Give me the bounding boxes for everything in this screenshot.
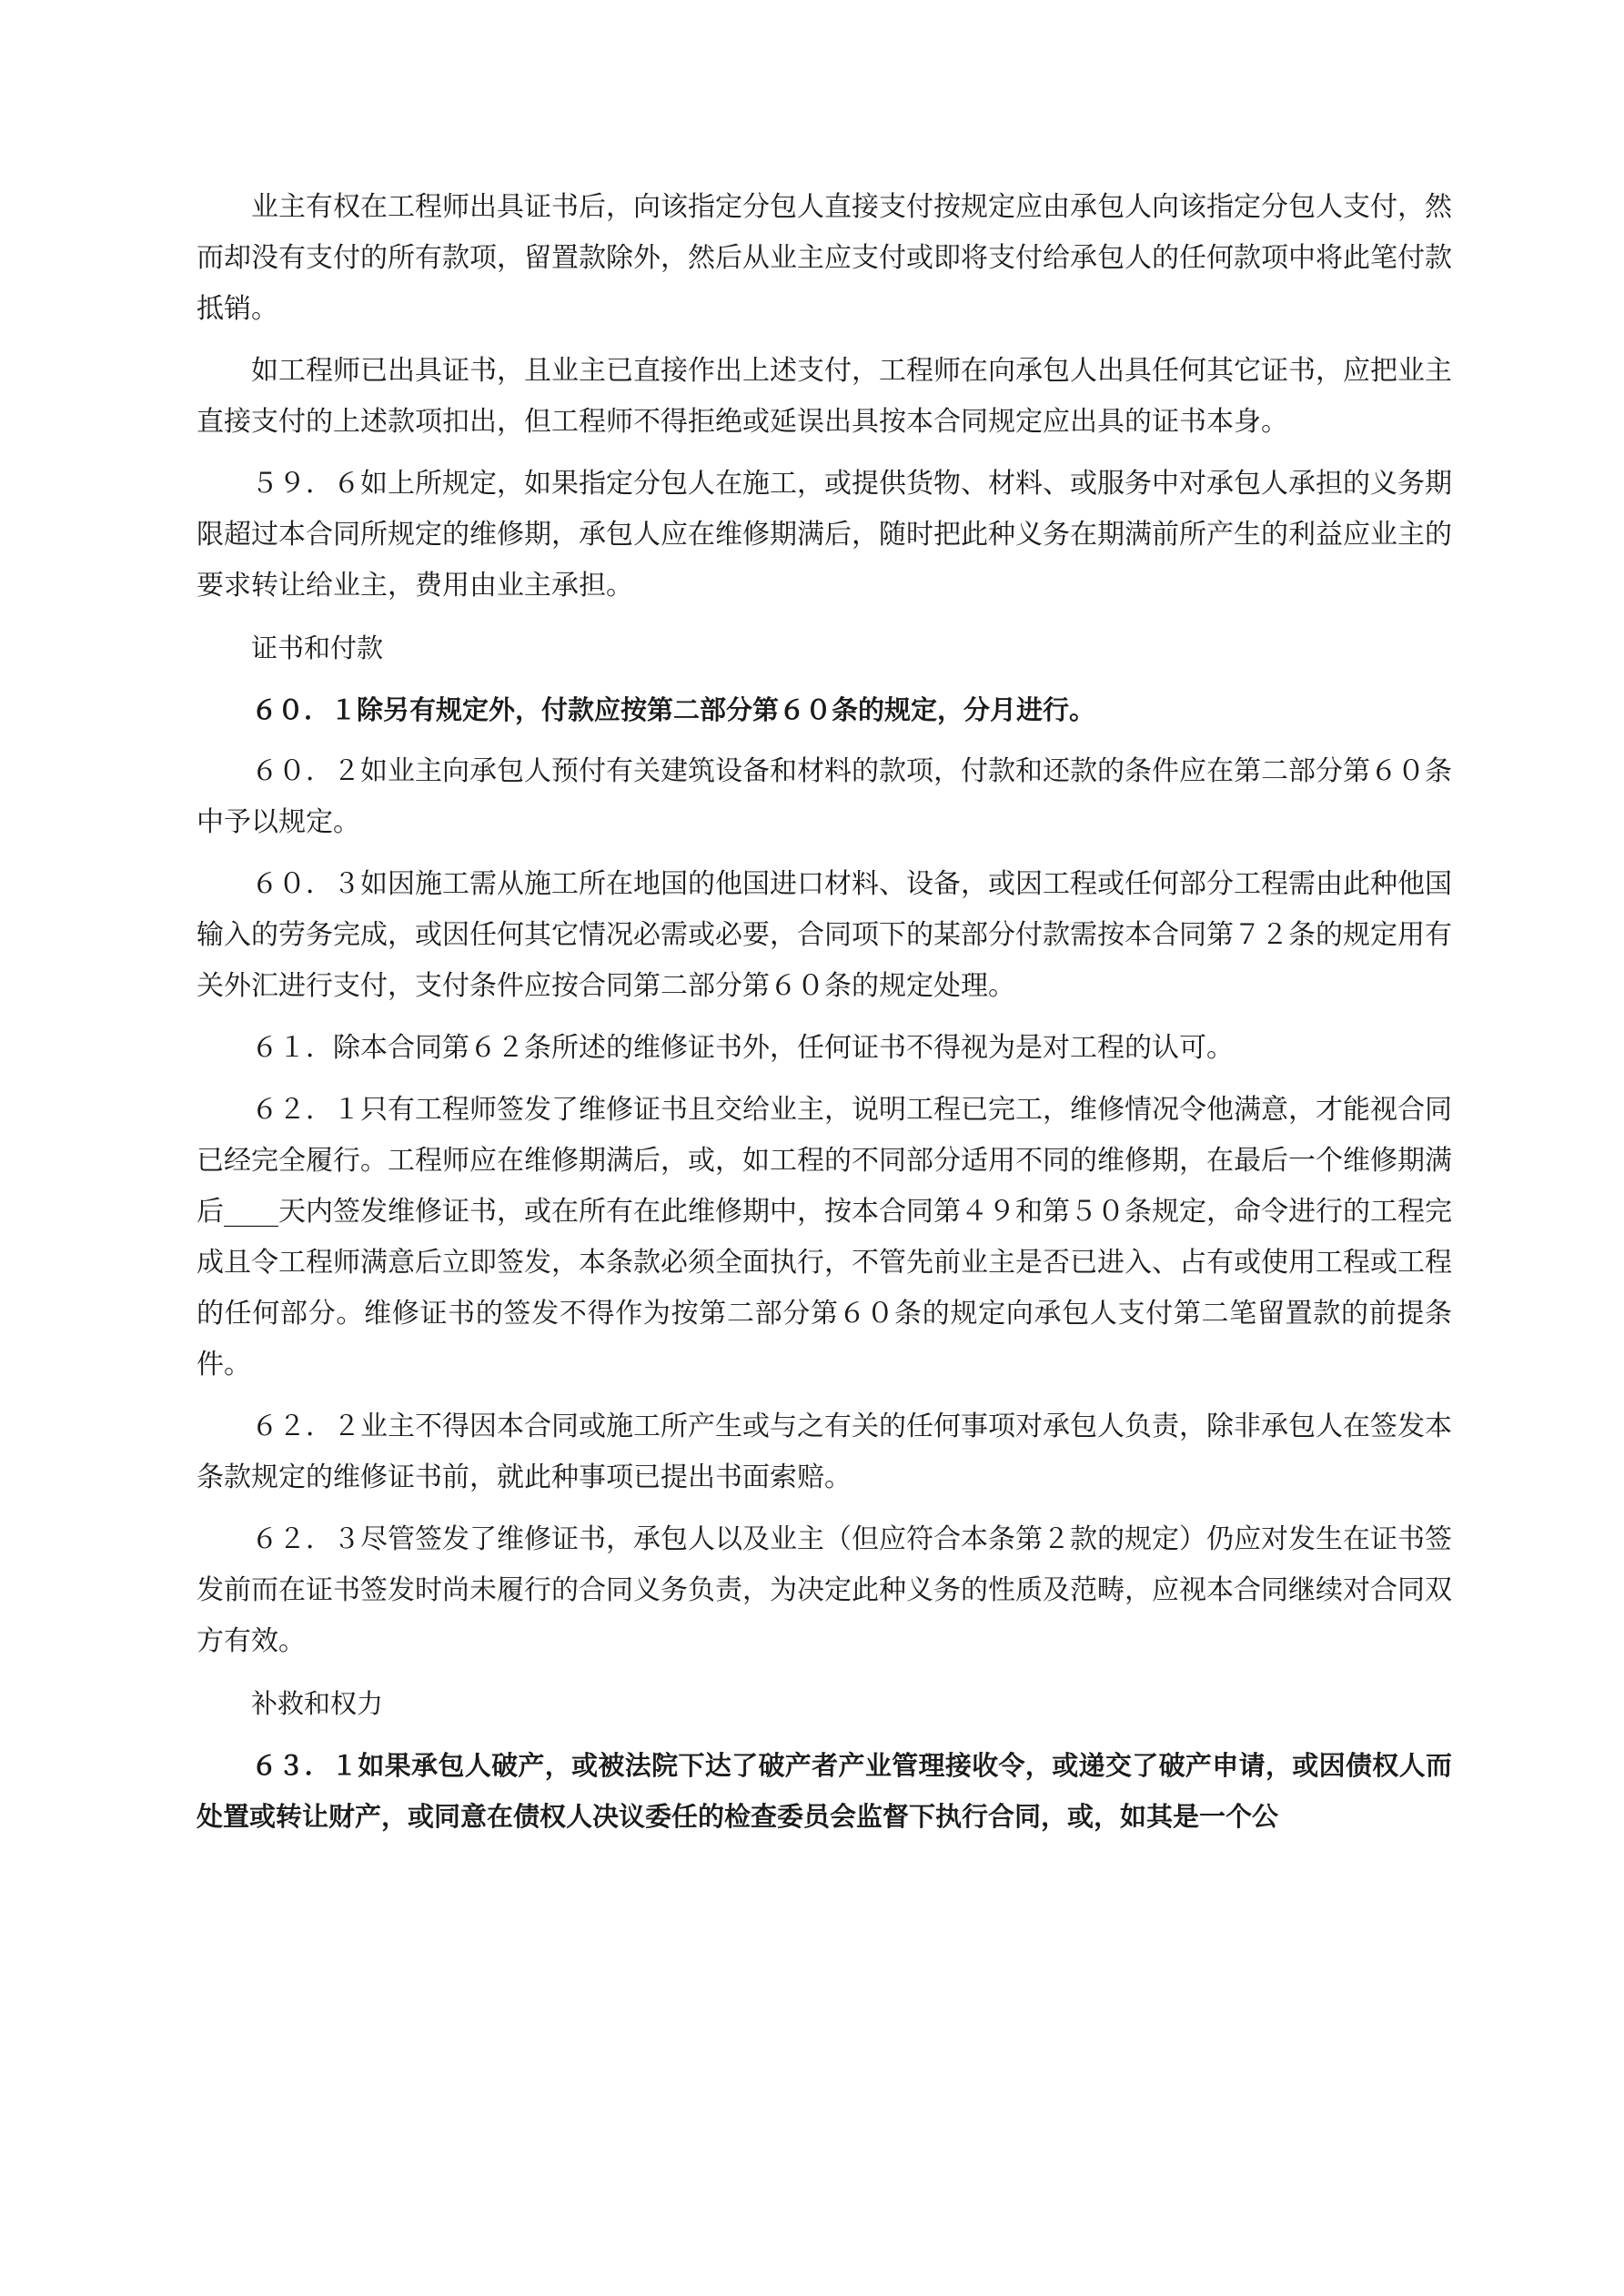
paragraph-59-6: ５９．６如上所规定，如果指定分包人在施工，或提供货物、材料、或服务中对承包人承担的义务期限超过本合同所规定的维修期，承包人应在维修期满后，随时把此种义务在期满前所产生的利益应业主的要求转让给业主，费用由业主承担。 <box>197 468 1452 602</box>
paragraph-60-2: ６０．２如业主向承包人预付有关建筑设备和材料的款项，付款和还款的条件应在第二部分第６０条中予以规定。 <box>197 755 1452 838</box>
section-heading-certificates-payment: 证书和付款 <box>251 632 384 663</box>
paragraph-62-3: ６２．３尽管签发了维修证书，承包人以及业主（但应符合本条第２款的规定）仍应对发生在证书签发前而在证书签发时尚未履行的合同义务负责，为决定此种义务的性质及范畴，应视本合同继续对合同双方有效。 <box>197 1523 1452 1657</box>
paragraph-62-1: ６２．１只有工程师签发了维修证书且交给业主，说明工程已完工，维修情况令他满意，才能视合同已经完全履行。工程师应在维修期满后，或，如工程的不同部分适用不同的维修期，在最后一个维修期满后____天内签发维修证书，或在所有在此维修期中，按本合同第４９和第５０条规定，命令进行的工程完成且令工程师满意后立即签发，本条款必须全面执行，不管先前业主是否已进入、占有或使用工程或工程的任何部分。维修证书的签发不得作为按第二部分第６０条的规定向承包人支付第二笔留置款的前提条件。 <box>197 1094 1452 1381</box>
paragraph-60-3: ６０．３如因施工需从施工所在地国的他国进口材料、设备，或因工程或任何部分工程需由此种他国输入的劳务完成，或因任何其它情况必需或必要，合同项下的某部分付款需按本合同第７２条的规定用有关外汇进行支付，支付条件应按合同第二部分第６０条的规定处理。 <box>197 868 1452 1002</box>
section-heading-remedies-powers: 补救和权力 <box>251 1688 384 1719</box>
paragraph-63-1: ６３．１如果承包人破产，或被法院下达了破产者产业管理接收令，或递交了破产申请，或因债权人而处置或转让财产，或同意在债权人决议委任的检查委员会监督下执行合同，或，如其是一个公 <box>197 1750 1452 1832</box>
paragraph-61: ６１．除本合同第６２条所述的维修证书外，任何证书不得视为是对工程的认可。 <box>251 1032 1234 1064</box>
paragraph-62-2: ６２．２业主不得因本合同或施工所产生或与之有关的任何事项对承包人负责，除非承包人在签发本条款规定的维修证书前，就此种事项已提出书面索赔。 <box>197 1411 1452 1493</box>
document-body <box>197 182 1452 1853</box>
paragraph-direct-payment: 业主有权在工程师出具证书后，向该指定分包人直接支付按规定应由承包人向该指定分包人支付，然而却没有支付的所有款项，留置款除外，然后从业主应支付或即将支付给承包人的任何款项中将此笔付款抵销。 <box>197 191 1452 325</box>
paragraph-60-1: ６０．１除另有规定外，付款应按第二部分第６０条的规定，分月进行。 <box>251 694 1096 725</box>
paragraph-certificate-deduction: 如工程师已出具证书，且业主已直接作出上述支付，工程师在向承包人出具任何其它证书，应把业主直接支付的上述款项扣出，但工程师不得拒绝或延误出具按本合同规定应出具的证书本身。 <box>197 355 1452 438</box>
